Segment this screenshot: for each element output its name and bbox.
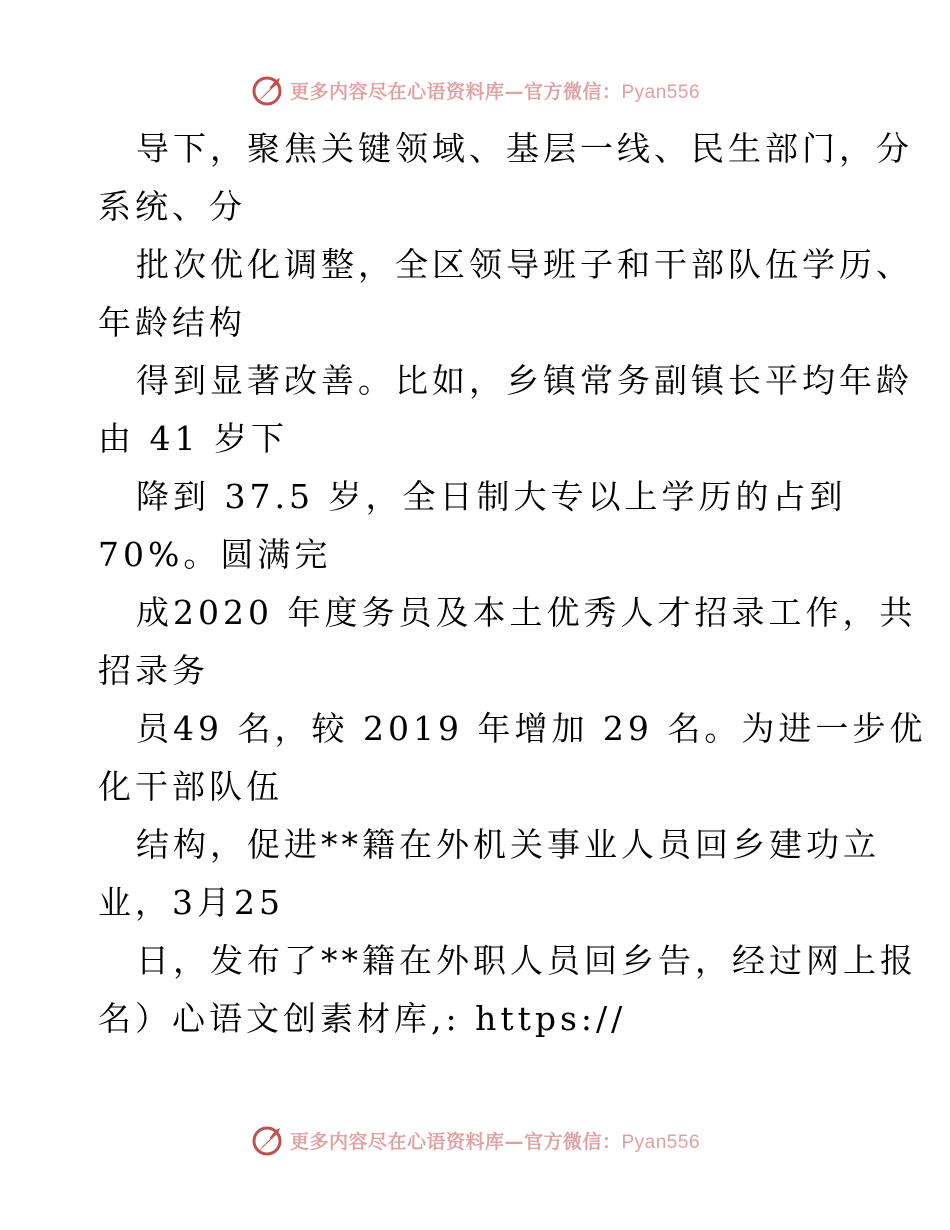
quill-logo-icon (250, 72, 286, 108)
text-line: 业，3月25 (98, 883, 284, 922)
text-line: 名）心语文创素材库,: https:// (98, 999, 627, 1038)
quill-logo-icon (250, 1122, 286, 1158)
footer-watermark (0, 1120, 950, 1160)
text-line: 由 41 岁下 (98, 419, 288, 458)
text-line: 70%。圆满完 (98, 535, 332, 574)
document-body (98, 120, 927, 1048)
text-line: 成2020 年度务员及本土优秀人才招录工作，共 (136, 593, 917, 632)
text-line: 化干部队伍 (98, 767, 283, 806)
text-line: 招录务 (98, 651, 209, 690)
text-line: 导下，聚焦关键领域、基层一线、民生部门，分 (136, 129, 913, 168)
watermark-text: 更多内容尽在心语资料库—官方微信：Pyan556 (289, 1130, 701, 1153)
header-watermark (0, 70, 950, 110)
text-line: 系统、分 (98, 187, 246, 226)
text-line: 员49 名，较 2019 年增加 29 名。为进一步优 (136, 709, 927, 748)
text-line: 年龄结构 (98, 303, 246, 342)
text-line: 结构，促进**籍在外机关事业人员回乡建功立 (136, 825, 880, 864)
text-line: 降到 37.5 岁，全日制大专以上学历的占到 (136, 477, 847, 516)
watermark-text: 更多内容尽在心语资料库—官方微信：Pyan556 (289, 80, 701, 103)
text-line: 批次优化调整，全区领导班子和干部队伍学历、 (136, 245, 913, 284)
text-line: 日，发布了**籍在外职人员回乡告，经过网上报 (136, 941, 917, 980)
text-line: 得到显著改善。比如，乡镇常务副镇长平均年龄 (136, 361, 913, 400)
